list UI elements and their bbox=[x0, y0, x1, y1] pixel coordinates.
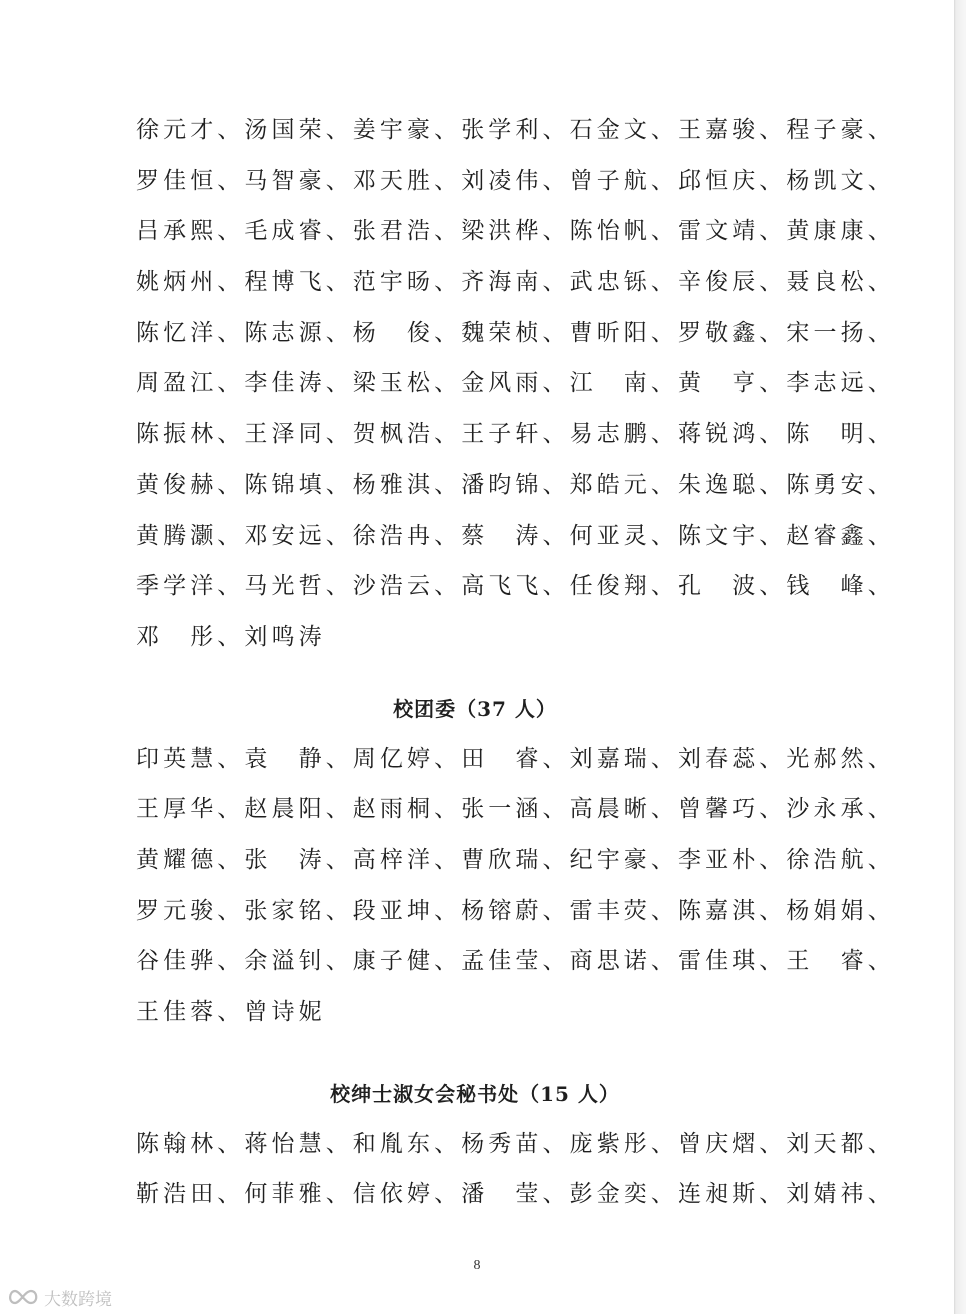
infinity-loop-logo-icon bbox=[6, 1287, 40, 1307]
name-line: 印英慧、袁 静、周亿婷、田 睿、刘嘉瑞、刘春蕊、光郝然、 bbox=[136, 745, 895, 772]
name-line: 王佳蓉、曾诗妮 bbox=[136, 999, 326, 1025]
name-list-secretariat bbox=[136, 1119, 895, 1220]
name-line: 邓 彤、刘鸣涛 bbox=[136, 623, 326, 650]
name-line: 黄俊赫、陈锦填、杨雅淇、潘昀锦、郑皓元、朱逸聪、陈勇安、 bbox=[136, 471, 895, 498]
name-line: 吕承熙、毛成睿、张君浩、梁洪桦、陈怡帆、雷文靖、黄康康、 bbox=[136, 218, 895, 245]
watermark-text: 大数跨境 bbox=[44, 1289, 112, 1310]
name-line: 季学洋、马光哲、沙浩云、高飞飞、任俊翔、孔 波、钱 峰、 bbox=[136, 573, 895, 600]
watermark bbox=[6, 1284, 112, 1310]
name-line: 陈振林、王泽同、贺枫浩、王子轩、易志鹏、蒋锐鸿、陈 明、 bbox=[136, 421, 895, 448]
name-list-youth-league bbox=[136, 734, 895, 1038]
name-line: 徐元才、汤国荣、姜宇豪、张学利、石金文、王嘉骏、程子豪、 bbox=[136, 117, 895, 143]
name-line: 黄腾灏、邓安远、徐浩冉、蔡 涛、何亚灵、陈文宇、赵睿鑫、 bbox=[136, 522, 895, 549]
name-line: 靳浩田、何菲雅、信依婷、潘 莹、彭金奕、连昶斯、刘婧祎、 bbox=[136, 1181, 895, 1208]
section-title-youth-league: 校团委（37 人） bbox=[393, 696, 557, 721]
page-edge-shadow bbox=[954, 0, 966, 1314]
name-line: 罗佳恒、马智豪、邓天胜、刘凌伟、曾子航、邱恒庆、杨凯文、 bbox=[136, 167, 895, 194]
name-line: 黄耀德、张 涛、高梓洋、曹欣瑞、纪宇豪、李亚朴、徐浩航、 bbox=[136, 846, 895, 873]
section-title-secretariat: 校绅士淑女会秘书处（15 人） bbox=[330, 1081, 620, 1106]
name-list-top bbox=[136, 105, 895, 663]
page-number: 8 bbox=[473, 1258, 481, 1273]
name-line: 陈翰林、蒋怡慧、和胤东、杨秀苗、庞紫彤、曾庆熠、刘天都、 bbox=[136, 1130, 895, 1157]
name-line: 姚炳州、程博飞、范宇旸、齐海南、武忠铄、辛俊辰、聂良松、 bbox=[136, 269, 895, 296]
name-line: 王厚华、赵晨阳、赵雨桐、张一涵、高晨晰、曾馨巧、沙永承、 bbox=[136, 796, 895, 823]
name-line: 周盈江、李佳涛、梁玉松、金风雨、江 南、黄 亨、李志远、 bbox=[136, 370, 895, 397]
name-line: 陈忆洋、陈志源、杨 俊、魏荣桢、曹昕阳、罗敬鑫、宋一扬、 bbox=[136, 319, 895, 346]
page-content bbox=[136, 105, 895, 1220]
name-line: 谷佳骅、余溢钊、康子健、孟佳莹、商思诺、雷佳琪、王 睿、 bbox=[136, 948, 895, 975]
name-line: 罗元骏、张家铭、段亚坤、杨镕蔚、雷丰荧、陈嘉淇、杨娟娟、 bbox=[136, 897, 895, 924]
